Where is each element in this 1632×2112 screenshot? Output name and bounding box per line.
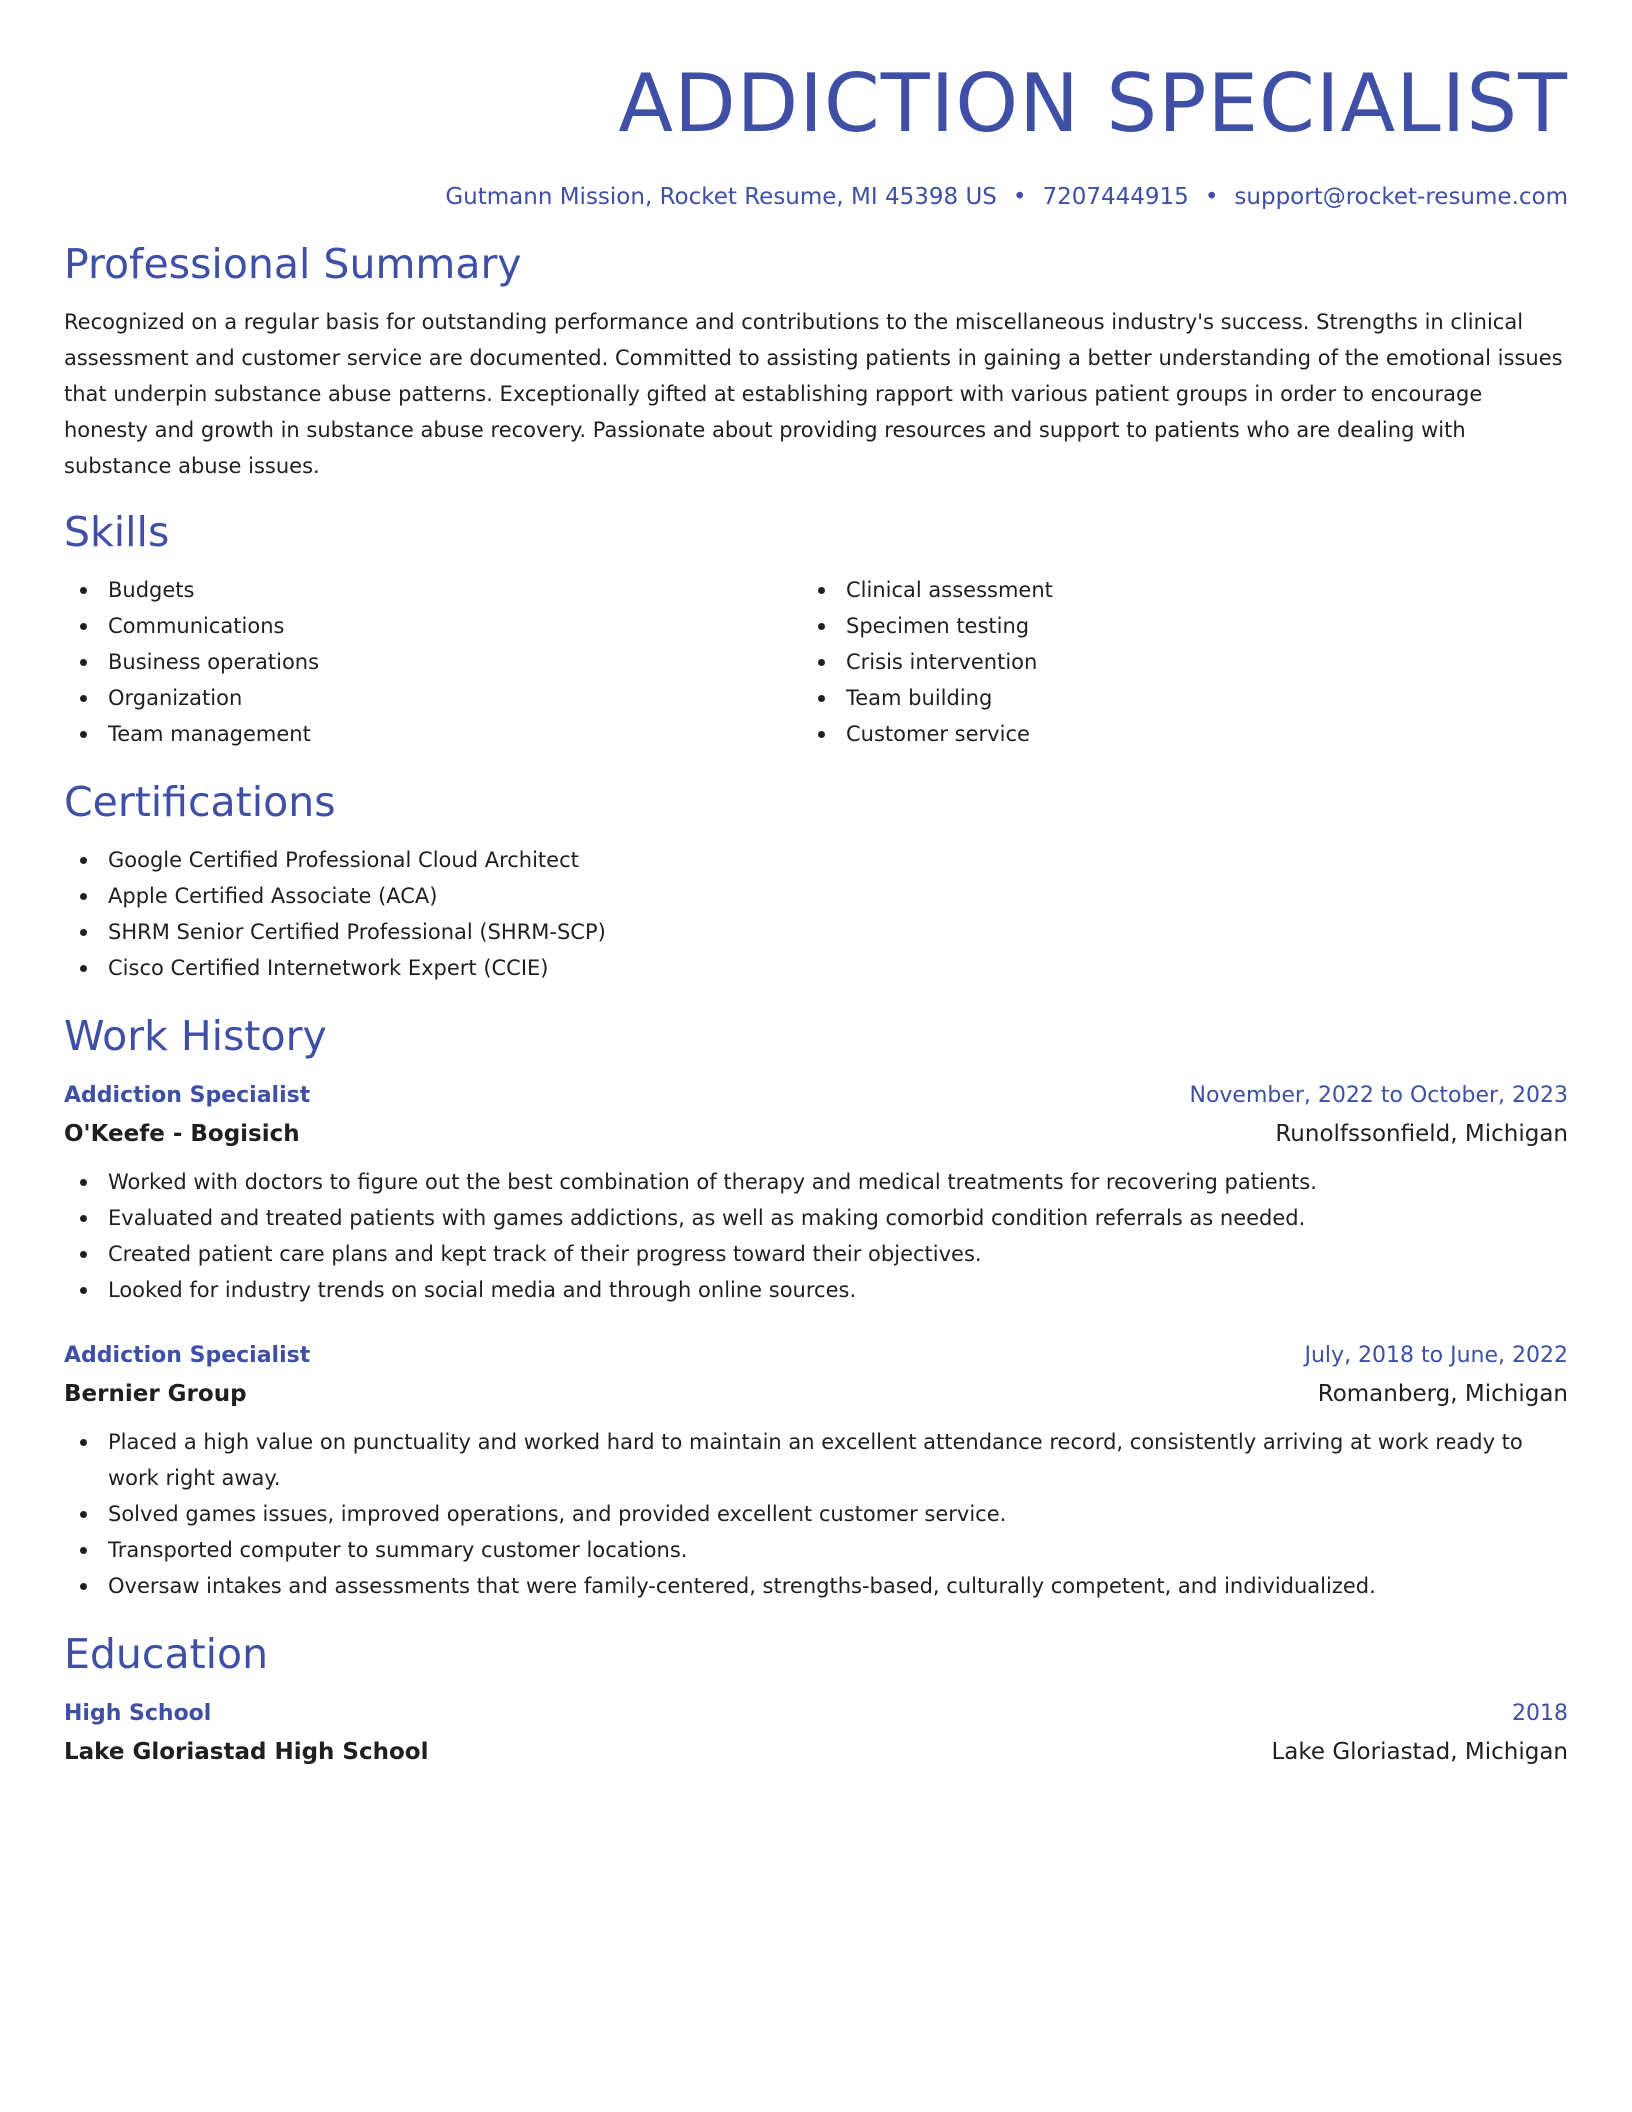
job-bullets <box>64 1164 1568 1308</box>
skill-item: Team building <box>802 680 1540 716</box>
skill-item: Crisis intervention <box>802 644 1540 680</box>
contact-separator: • <box>1012 184 1027 210</box>
work-history-section <box>64 1010 1568 1604</box>
job-title: Addiction Specialist <box>64 1343 311 1368</box>
job-bullets <box>64 1424 1568 1604</box>
job-bullet: Created patient care plans and kept track of their progress toward their objectives. <box>64 1236 1568 1272</box>
education-heading: Education <box>64 1630 269 1678</box>
job-bullet: Worked with doctors to figure out the best combination of therapy and medical treatments for recovering patients. <box>64 1164 1568 1200</box>
contact-email[interactable]: support@rocket-resume.com <box>1234 184 1568 210</box>
job-location: Romanberg, Michigan <box>1317 1381 1568 1407</box>
summary-section <box>64 238 1568 484</box>
job-company-row <box>64 1114 1568 1154</box>
contact-line <box>64 182 1568 212</box>
skills-list-left <box>64 572 802 752</box>
skill-item: Specimen testing <box>802 608 1540 644</box>
contact-phone: 7207444915 <box>1042 184 1189 210</box>
skills-grid <box>64 572 1568 752</box>
job-dates: July, 2018 to June, 2022 <box>1304 1343 1568 1368</box>
skill-item: Communications <box>64 608 802 644</box>
education-school-row <box>64 1732 1568 1772</box>
job-title: Addiction Specialist <box>64 1083 311 1108</box>
education-entry <box>64 1696 1568 1772</box>
job-dates: November, 2022 to October, 2023 <box>1189 1083 1568 1108</box>
job-entry <box>64 1338 1568 1604</box>
job-bullet: Transported computer to summary customer locations. <box>64 1532 1568 1568</box>
resume-header <box>64 0 1568 212</box>
certifications-section <box>64 776 1568 986</box>
education-degree: High School <box>64 1701 212 1726</box>
contact-separator: • <box>1204 184 1219 210</box>
job-bullet: Looked for industry trends on social media and through online sources. <box>64 1272 1568 1308</box>
skill-item: Team management <box>64 716 802 752</box>
contact-address: Gutmann Mission, Rocket Resume, MI 45398 US <box>445 184 997 210</box>
job-location: Runolfssonfield, Michigan <box>1275 1121 1568 1147</box>
resume-title: ADDICTION SPECIALIST <box>618 57 1568 150</box>
certification-item: Google Certified Professional Cloud Architect <box>64 842 1568 878</box>
job-company: Bernier Group <box>64 1381 247 1407</box>
summary-heading: Professional Summary <box>64 240 522 288</box>
skill-item: Business operations <box>64 644 802 680</box>
skill-item: Budgets <box>64 572 802 608</box>
skills-list-right <box>802 572 1540 752</box>
certification-item: Cisco Certified Internetwork Expert (CCIE) <box>64 950 1568 986</box>
education-section <box>64 1628 1568 1772</box>
work-history-heading: Work History <box>64 1012 327 1060</box>
job-bullet: Placed a high value on punctuality and worked hard to maintain an excellent attendance record, consistently arriving at work ready to work right away. <box>64 1424 1568 1496</box>
job-bullet: Evaluated and treated patients with games addictions, as well as making comorbid condition referrals as needed. <box>64 1200 1568 1236</box>
summary-text: Recognized on a regular basis for outstanding performance and contributions to the miscellaneous industry's success. Strengths in clinical assessment and customer service are documented. Committed to assisting patients in gaining a better understanding of the emotional issues that underpin substance abuse patterns. Exceptionally gifted at establishing rapport with various patient groups in order to encourage honesty and growth in substance abuse recovery. Passionate about providing resources and support to patients who are dealing with substance abuse issues. <box>64 310 1563 478</box>
job-bullet: Oversaw intakes and assessments that were family-centered, strengths-based, culturally competent, and individualized. <box>64 1568 1568 1604</box>
job-company-row <box>64 1374 1568 1414</box>
skill-item: Clinical assessment <box>802 572 1540 608</box>
certification-item: SHRM Senior Certified Professional (SHRM-SCP) <box>64 914 1568 950</box>
job-bullet: Solved games issues, improved operations, and provided excellent customer service. <box>64 1496 1568 1532</box>
job-header-row <box>64 1338 1568 1374</box>
certification-item: Apple Certified Associate (ACA) <box>64 878 1568 914</box>
education-header-row <box>64 1696 1568 1732</box>
certifications-heading: Certifications <box>64 778 336 826</box>
job-company: O'Keefe - Bogisich <box>64 1121 300 1147</box>
skills-section <box>64 506 1568 752</box>
skills-heading: Skills <box>64 508 170 556</box>
education-year: 2018 <box>1512 1701 1568 1726</box>
skill-item: Organization <box>64 680 802 716</box>
education-location: Lake Gloriastad, Michigan <box>1271 1739 1568 1765</box>
education-school: Lake Gloriastad High School <box>64 1739 429 1765</box>
certifications-list <box>64 842 1568 986</box>
job-header-row <box>64 1078 1568 1114</box>
skill-item: Customer service <box>802 716 1540 752</box>
job-entry <box>64 1078 1568 1308</box>
